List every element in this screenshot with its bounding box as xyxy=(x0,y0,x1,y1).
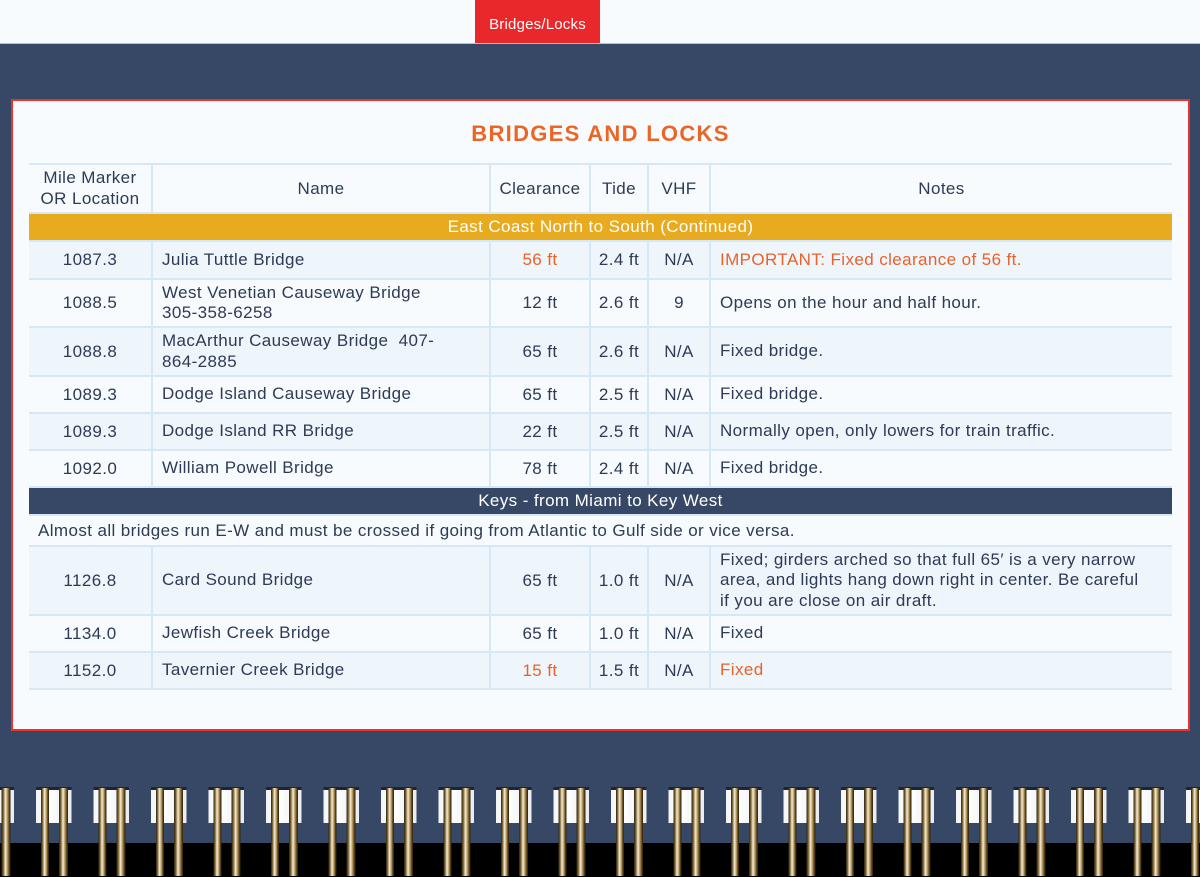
clearance-cell: 12 ft xyxy=(490,279,590,327)
mile-cell: 1089.3 xyxy=(29,413,152,450)
clearance-cell: 65 ft xyxy=(490,327,590,376)
table-row xyxy=(29,241,1172,279)
bridges-table xyxy=(29,163,1172,690)
notes-cell: Fixed bridge. xyxy=(710,376,1172,413)
mile-cell: 1087.3 xyxy=(29,241,152,279)
vhf-cell: N/A xyxy=(648,376,710,413)
table-row xyxy=(29,615,1172,652)
name-cell: Julia Tuttle Bridge xyxy=(152,241,490,279)
vhf-cell: N/A xyxy=(648,450,710,487)
tab-bridges-locks[interactable]: Bridges/Locks xyxy=(475,0,600,43)
section-title: Keys - from Miami to Key West xyxy=(29,487,1172,515)
table-row xyxy=(29,327,1172,376)
name-cell: Dodge Island Causeway Bridge xyxy=(152,376,490,413)
spiral-binding-rings-icon xyxy=(0,788,1200,876)
name-cell: Card Sound Bridge xyxy=(152,546,490,615)
name-cell: William Powell Bridge xyxy=(152,450,490,487)
section-header-keys xyxy=(29,487,1172,515)
notes-cell: Fixed xyxy=(710,652,1172,689)
tide-cell: 2.6 ft xyxy=(590,327,648,376)
vhf-cell: N/A xyxy=(648,615,710,652)
header-name: Name xyxy=(152,164,490,213)
tide-cell: 2.6 ft xyxy=(590,279,648,327)
table-row xyxy=(29,450,1172,487)
clearance-cell: 78 ft xyxy=(490,450,590,487)
clearance-cell: 65 ft xyxy=(490,546,590,615)
notes-cell: Fixed bridge. xyxy=(710,327,1172,376)
table-row xyxy=(29,652,1172,689)
vhf-cell: N/A xyxy=(648,241,710,279)
vhf-cell: N/A xyxy=(648,546,710,615)
tide-cell: 2.5 ft xyxy=(590,376,648,413)
mile-cell: 1092.0 xyxy=(29,450,152,487)
tide-cell: 2.5 ft xyxy=(590,413,648,450)
header-tide: Tide xyxy=(590,164,648,213)
mile-cell: 1089.3 xyxy=(29,376,152,413)
name-cell: MacArthur Causeway Bridge 407- 864-2885 xyxy=(152,327,490,376)
clearance-cell: 65 ft xyxy=(490,376,590,413)
mile-cell: 1134.0 xyxy=(29,615,152,652)
top-tab-bar xyxy=(0,0,1200,44)
clearance-cell: 22 ft xyxy=(490,413,590,450)
tide-cell: 2.4 ft xyxy=(590,241,648,279)
header-clearance: Clearance xyxy=(490,164,590,213)
notes-cell: Normally open, only lowers for train traffic. xyxy=(710,413,1172,450)
tide-cell: 1.0 ft xyxy=(590,615,648,652)
vhf-cell: N/A xyxy=(648,327,710,376)
bridges-locks-card xyxy=(11,99,1190,731)
clearance-cell: 56 ft xyxy=(490,241,590,279)
section-note: Almost all bridges run E-W and must be crossed if going from Atlantic to Gulf side or vice versa. xyxy=(29,515,1172,546)
table-row xyxy=(29,279,1172,327)
section-note-row xyxy=(29,515,1172,546)
notes-cell: IMPORTANT: Fixed clearance of 56 ft. xyxy=(710,241,1172,279)
header-vhf: VHF xyxy=(648,164,710,213)
section-title: East Coast North to South (Continued) xyxy=(29,213,1172,241)
notes-cell: Fixed bridge. xyxy=(710,450,1172,487)
tide-cell: 1.0 ft xyxy=(590,546,648,615)
vhf-cell: N/A xyxy=(648,413,710,450)
name-cell: Tavernier Creek Bridge xyxy=(152,652,490,689)
notes-cell: Opens on the hour and half hour. xyxy=(710,279,1172,327)
clearance-cell: 65 ft xyxy=(490,615,590,652)
name-cell: Jewfish Creek Bridge xyxy=(152,615,490,652)
table-row xyxy=(29,546,1172,615)
vhf-cell: N/A xyxy=(648,652,710,689)
clearance-cell: 15 ft xyxy=(490,652,590,689)
page-title: BRIDGES AND LOCKS xyxy=(471,121,730,146)
section-header-east-coast xyxy=(29,213,1172,241)
tide-cell: 1.5 ft xyxy=(590,652,648,689)
table-header-row xyxy=(29,164,1172,213)
table-row xyxy=(29,413,1172,450)
table-row xyxy=(29,376,1172,413)
mile-cell: 1152.0 xyxy=(29,652,152,689)
name-cell: West Venetian Causeway Bridge 305-358-6258 xyxy=(152,279,490,327)
mile-cell: 1088.8 xyxy=(29,327,152,376)
notes-cell: Fixed xyxy=(710,615,1172,652)
tide-cell: 2.4 ft xyxy=(590,450,648,487)
header-mile-marker: Mile Marker OR Location xyxy=(29,164,152,213)
mile-cell: 1088.5 xyxy=(29,279,152,327)
mile-cell: 1126.8 xyxy=(29,546,152,615)
header-notes: Notes xyxy=(710,164,1172,213)
vhf-cell: 9 xyxy=(648,279,710,327)
notes-cell: Fixed; girders arched so that full 65′ is a very narrow area, and lights hang down right in center. Be careful if you are close on air draft. xyxy=(710,546,1172,615)
name-cell: Dodge Island RR Bridge xyxy=(152,413,490,450)
